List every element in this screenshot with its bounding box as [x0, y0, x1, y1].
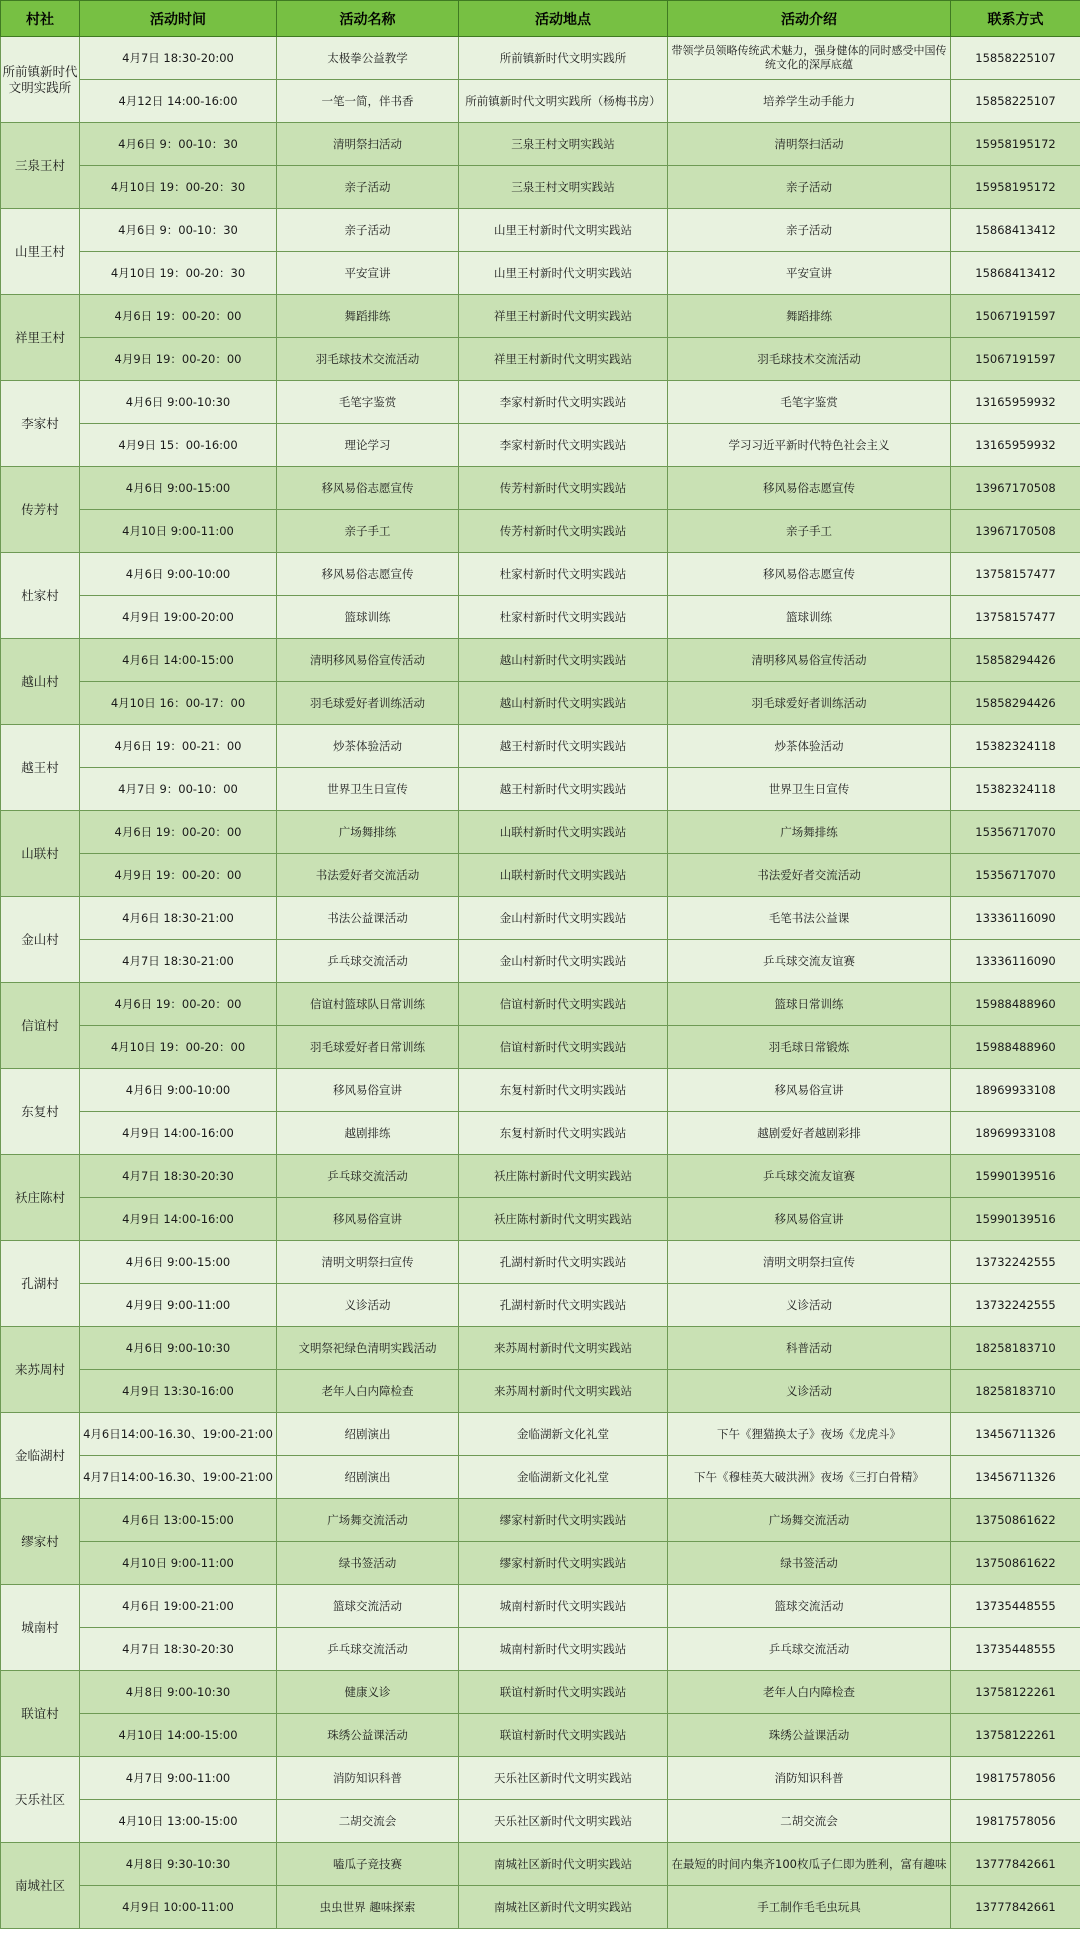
table-row [1, 1327, 1080, 1370]
time-cell: 4月7日14:00-16.30、19:00-21:00 [80, 1456, 277, 1499]
time-cell: 4月6日 19：00-20：00 [80, 811, 277, 854]
location-cell: 山里王村新时代文明实践站 [459, 209, 668, 252]
table-row [1, 639, 1080, 682]
table-row [1, 1284, 1080, 1327]
time-cell: 4月6日 14:00-15:00 [80, 639, 277, 682]
intro-cell: 消防知识科普 [668, 1757, 951, 1800]
table-row [1, 854, 1080, 897]
table-row [1, 166, 1080, 209]
header-village: 村社 [1, 1, 80, 37]
intro-cell: 清明祭扫活动 [668, 123, 951, 166]
activity-name-cell: 文明祭祀绿色清明实践活动 [277, 1327, 459, 1370]
time-cell: 4月6日 19：00-20：00 [80, 983, 277, 1026]
time-cell: 4月9日 19：00-20：00 [80, 338, 277, 381]
contact-cell: 13732242555 [951, 1241, 1080, 1284]
activity-name-cell: 平安宣讲 [277, 252, 459, 295]
village-name-cell: 山联村 [1, 811, 80, 897]
time-cell: 4月6日 9：00-10：30 [80, 209, 277, 252]
table-row [1, 510, 1080, 553]
intro-cell: 下午《狸猫换太子》夜场《龙虎斗》 [668, 1413, 951, 1456]
contact-cell: 13777842661 [951, 1886, 1080, 1929]
activity-name-cell: 二胡交流会 [277, 1800, 459, 1843]
intro-cell: 老年人白内障检查 [668, 1671, 951, 1714]
intro-cell: 越剧爱好者越剧彩排 [668, 1112, 951, 1155]
location-cell: 来苏周村新时代文明实践站 [459, 1370, 668, 1413]
activity-name-cell: 越剧排练 [277, 1112, 459, 1155]
time-cell: 4月6日 9:00-10:00 [80, 1069, 277, 1112]
activity-name-cell: 消防知识科普 [277, 1757, 459, 1800]
time-cell: 4月10日 14:00-15:00 [80, 1714, 277, 1757]
intro-cell: 亲子活动 [668, 166, 951, 209]
activity-name-cell: 亲子活动 [277, 166, 459, 209]
table-row [1, 940, 1080, 983]
table-row [1, 725, 1080, 768]
contact-cell: 13758122261 [951, 1714, 1080, 1757]
contact-cell: 13456711326 [951, 1456, 1080, 1499]
village-name-cell: 李家村 [1, 381, 80, 467]
contact-cell: 13336116090 [951, 940, 1080, 983]
location-cell: 祥里王村新时代文明实践站 [459, 295, 668, 338]
time-cell: 4月8日 9:30-10:30 [80, 1843, 277, 1886]
contact-cell: 15990139516 [951, 1155, 1080, 1198]
activity-name-cell: 信谊村篮球队日常训练 [277, 983, 459, 1026]
location-cell: 山里王村新时代文明实践站 [459, 252, 668, 295]
contact-cell: 13735448555 [951, 1585, 1080, 1628]
activity-name-cell: 乒乓球交流活动 [277, 1155, 459, 1198]
activity-name-cell: 书法爱好者交流活动 [277, 854, 459, 897]
table-row [1, 1069, 1080, 1112]
contact-cell: 13456711326 [951, 1413, 1080, 1456]
location-cell: 信谊村新时代文明实践站 [459, 1026, 668, 1069]
intro-cell: 绿书签活动 [668, 1542, 951, 1585]
header-time: 活动时间 [80, 1, 277, 37]
intro-cell: 在最短的时间内集齐100枚瓜子仁即为胜利，富有趣味 [668, 1843, 951, 1886]
table-row [1, 1198, 1080, 1241]
contact-cell: 13758122261 [951, 1671, 1080, 1714]
activity-name-cell: 一笔一简，伴书香 [277, 80, 459, 123]
location-cell: 三泉王村文明实践站 [459, 166, 668, 209]
activity-name-cell: 清明文明祭扫宣传 [277, 1241, 459, 1284]
village-name-cell: 天乐社区 [1, 1757, 80, 1843]
table-body [1, 37, 1080, 1929]
location-cell: 信谊村新时代文明实践站 [459, 983, 668, 1026]
village-name-cell: 孔湖村 [1, 1241, 80, 1327]
village-name-cell: 金山村 [1, 897, 80, 983]
contact-cell: 15356717070 [951, 811, 1080, 854]
time-cell: 4月7日 18:30-21:00 [80, 940, 277, 983]
intro-cell: 乒乓球交流友谊赛 [668, 940, 951, 983]
location-cell: 天乐社区新时代文明实践站 [459, 1800, 668, 1843]
table-row [1, 252, 1080, 295]
intro-cell: 羽毛球日常锻炼 [668, 1026, 951, 1069]
activity-name-cell: 世界卫生日宣传 [277, 768, 459, 811]
time-cell: 4月6日 9：00-10：30 [80, 123, 277, 166]
village-name-cell: 越山村 [1, 639, 80, 725]
location-cell: 东复村新时代文明实践站 [459, 1069, 668, 1112]
village-name-cell: 袄庄陈村 [1, 1155, 80, 1241]
table-row [1, 123, 1080, 166]
intro-cell: 亲子手工 [668, 510, 951, 553]
intro-cell: 带领学员领略传统武术魅力，强身健体的同时感受中国传统文化的深厚底蕴 [668, 37, 951, 80]
table-row [1, 295, 1080, 338]
intro-cell: 珠绣公益课活动 [668, 1714, 951, 1757]
contact-cell: 13336116090 [951, 897, 1080, 940]
time-cell: 4月6日 9:00-10:00 [80, 553, 277, 596]
table-row [1, 553, 1080, 596]
activity-name-cell: 乒乓球交流活动 [277, 940, 459, 983]
location-cell: 山联村新时代文明实践站 [459, 854, 668, 897]
contact-cell: 15988488960 [951, 1026, 1080, 1069]
activity-name-cell: 羽毛球爱好者训练活动 [277, 682, 459, 725]
table-row [1, 1155, 1080, 1198]
time-cell: 4月9日 13:30-16:00 [80, 1370, 277, 1413]
activity-name-cell: 清明移风易俗宣传活动 [277, 639, 459, 682]
intro-cell: 下午《穆桂英大破洪洲》夜场《三打白骨精》 [668, 1456, 951, 1499]
location-cell: 越山村新时代文明实践站 [459, 639, 668, 682]
contact-cell: 13735448555 [951, 1628, 1080, 1671]
table-row [1, 209, 1080, 252]
time-cell: 4月7日 18:30-20:30 [80, 1155, 277, 1198]
table-row [1, 1714, 1080, 1757]
table-row [1, 596, 1080, 639]
time-cell: 4月9日 19:00-20:00 [80, 596, 277, 639]
contact-cell: 13967170508 [951, 510, 1080, 553]
location-cell: 袄庄陈村新时代文明实践站 [459, 1155, 668, 1198]
time-cell: 4月6日 19：00-21：00 [80, 725, 277, 768]
village-name-cell: 城南村 [1, 1585, 80, 1671]
intro-cell: 乒乓球交流友谊赛 [668, 1155, 951, 1198]
location-cell: 越王村新时代文明实践站 [459, 725, 668, 768]
contact-cell: 15868413412 [951, 252, 1080, 295]
location-cell: 联谊村新时代文明实践站 [459, 1671, 668, 1714]
time-cell: 4月9日 9:00-11:00 [80, 1284, 277, 1327]
village-name-cell: 东复村 [1, 1069, 80, 1155]
location-cell: 所前镇新时代文明实践所（杨梅书房） [459, 80, 668, 123]
contact-cell: 15356717070 [951, 854, 1080, 897]
table-row [1, 424, 1080, 467]
table-row [1, 381, 1080, 424]
location-cell: 越王村新时代文明实践站 [459, 768, 668, 811]
time-cell: 4月10日 16：00-17：00 [80, 682, 277, 725]
table-row [1, 1671, 1080, 1714]
intro-cell: 移风易俗宣讲 [668, 1069, 951, 1112]
contact-cell: 19817578056 [951, 1757, 1080, 1800]
time-cell: 4月9日 14:00-16:00 [80, 1198, 277, 1241]
header-location: 活动地点 [459, 1, 668, 37]
contact-cell: 15990139516 [951, 1198, 1080, 1241]
table-row [1, 1499, 1080, 1542]
table-row [1, 1628, 1080, 1671]
activity-name-cell: 书法公益课活动 [277, 897, 459, 940]
contact-cell: 15958195172 [951, 166, 1080, 209]
time-cell: 4月10日 19：00-20：00 [80, 1026, 277, 1069]
activity-name-cell: 移风易俗宣讲 [277, 1069, 459, 1112]
time-cell: 4月9日 19：00-20：00 [80, 854, 277, 897]
activity-name-cell: 广场舞交流活动 [277, 1499, 459, 1542]
location-cell: 孔湖村新时代文明实践站 [459, 1284, 668, 1327]
activity-name-cell: 篮球训练 [277, 596, 459, 639]
time-cell: 4月6日 9:00-15:00 [80, 467, 277, 510]
intro-cell: 清明移风易俗宣传活动 [668, 639, 951, 682]
header-intro: 活动介绍 [668, 1, 951, 37]
activity-name-cell: 舞蹈排练 [277, 295, 459, 338]
location-cell: 金山村新时代文明实践站 [459, 897, 668, 940]
activity-name-cell: 太极拳公益教学 [277, 37, 459, 80]
contact-cell: 15868413412 [951, 209, 1080, 252]
village-name-cell: 南城社区 [1, 1843, 80, 1929]
time-cell: 4月6日 19:00-21:00 [80, 1585, 277, 1628]
activity-name-cell: 嗑瓜子竞技赛 [277, 1843, 459, 1886]
intro-cell: 科普活动 [668, 1327, 951, 1370]
location-cell: 缪家村新时代文明实践站 [459, 1499, 668, 1542]
intro-cell: 舞蹈排练 [668, 295, 951, 338]
time-cell: 4月9日 15：00-16:00 [80, 424, 277, 467]
table-row [1, 682, 1080, 725]
location-cell: 传芳村新时代文明实践站 [459, 510, 668, 553]
table-row [1, 1886, 1080, 1929]
activity-name-cell: 羽毛球技术交流活动 [277, 338, 459, 381]
intro-cell: 毛笔书法公益课 [668, 897, 951, 940]
activity-name-cell: 移风易俗志愿宣传 [277, 553, 459, 596]
intro-cell: 平安宣讲 [668, 252, 951, 295]
contact-cell: 15067191597 [951, 295, 1080, 338]
intro-cell: 二胡交流会 [668, 1800, 951, 1843]
contact-cell: 15858225107 [951, 37, 1080, 80]
time-cell: 4月10日 19：00-20：30 [80, 166, 277, 209]
location-cell: 传芳村新时代文明实践站 [459, 467, 668, 510]
location-cell: 袄庄陈村新时代文明实践站 [459, 1198, 668, 1241]
intro-cell: 广场舞排练 [668, 811, 951, 854]
contact-cell: 15382324118 [951, 768, 1080, 811]
activity-name-cell: 广场舞排练 [277, 811, 459, 854]
time-cell: 4月10日 19：00-20：30 [80, 252, 277, 295]
activity-name-cell: 义诊活动 [277, 1284, 459, 1327]
location-cell: 李家村新时代文明实践站 [459, 424, 668, 467]
contact-cell: 15858225107 [951, 80, 1080, 123]
intro-cell: 义诊活动 [668, 1370, 951, 1413]
location-cell: 祥里王村新时代文明实践站 [459, 338, 668, 381]
table-row [1, 768, 1080, 811]
contact-cell: 13750861622 [951, 1542, 1080, 1585]
contact-cell: 13165959932 [951, 381, 1080, 424]
location-cell: 杜家村新时代文明实践站 [459, 553, 668, 596]
contact-cell: 15067191597 [951, 338, 1080, 381]
contact-cell: 18969933108 [951, 1112, 1080, 1155]
time-cell: 4月10日 9:00-11:00 [80, 1542, 277, 1585]
intro-cell: 篮球训练 [668, 596, 951, 639]
table-row [1, 1585, 1080, 1628]
activity-name-cell: 亲子活动 [277, 209, 459, 252]
intro-cell: 篮球交流活动 [668, 1585, 951, 1628]
time-cell: 4月6日 19：00-20：00 [80, 295, 277, 338]
table-row [1, 467, 1080, 510]
table-row [1, 80, 1080, 123]
table-row [1, 1413, 1080, 1456]
time-cell: 4月6日 9:00-10:30 [80, 381, 277, 424]
table-row [1, 1843, 1080, 1886]
location-cell: 南城社区新时代文明实践站 [459, 1886, 668, 1929]
table-row [1, 338, 1080, 381]
time-cell: 4月6日14:00-16.30、19:00-21:00 [80, 1413, 277, 1456]
contact-cell: 15858294426 [951, 682, 1080, 725]
header-contact: 联系方式 [951, 1, 1080, 37]
table-row [1, 1800, 1080, 1843]
intro-cell: 移风易俗志愿宣传 [668, 553, 951, 596]
intro-cell: 羽毛球技术交流活动 [668, 338, 951, 381]
village-name-cell: 杜家村 [1, 553, 80, 639]
contact-cell: 13750861622 [951, 1499, 1080, 1542]
time-cell: 4月9日 14:00-16:00 [80, 1112, 277, 1155]
table-row [1, 1757, 1080, 1800]
intro-cell: 羽毛球爱好者训练活动 [668, 682, 951, 725]
village-name-cell: 金临湖村 [1, 1413, 80, 1499]
intro-cell: 移风易俗宣讲 [668, 1198, 951, 1241]
intro-cell: 移风易俗志愿宣传 [668, 467, 951, 510]
contact-cell: 13967170508 [951, 467, 1080, 510]
village-name-cell: 祥里王村 [1, 295, 80, 381]
activity-name-cell: 篮球交流活动 [277, 1585, 459, 1628]
location-cell: 山联村新时代文明实践站 [459, 811, 668, 854]
table-row [1, 1112, 1080, 1155]
time-cell: 4月6日 9:00-15:00 [80, 1241, 277, 1284]
contact-cell: 15858294426 [951, 639, 1080, 682]
activity-name-cell: 绿书签活动 [277, 1542, 459, 1585]
activity-name-cell: 炒茶体验活动 [277, 725, 459, 768]
location-cell: 金山村新时代文明实践站 [459, 940, 668, 983]
contact-cell: 18258183710 [951, 1327, 1080, 1370]
activity-name-cell: 移风易俗志愿宣传 [277, 467, 459, 510]
location-cell: 来苏周村新时代文明实践站 [459, 1327, 668, 1370]
intro-cell: 书法爱好者交流活动 [668, 854, 951, 897]
village-name-cell: 越王村 [1, 725, 80, 811]
intro-cell: 手工制作毛毛虫玩具 [668, 1886, 951, 1929]
location-cell: 联谊村新时代文明实践站 [459, 1714, 668, 1757]
location-cell: 杜家村新时代文明实践站 [459, 596, 668, 639]
location-cell: 孔湖村新时代文明实践站 [459, 1241, 668, 1284]
intro-cell: 培养学生动手能力 [668, 80, 951, 123]
location-cell: 李家村新时代文明实践站 [459, 381, 668, 424]
time-cell: 4月7日 18:30-20:00 [80, 37, 277, 80]
intro-cell: 世界卫生日宣传 [668, 768, 951, 811]
location-cell: 所前镇新时代文明实践所 [459, 37, 668, 80]
activity-name-cell: 移风易俗宣讲 [277, 1198, 459, 1241]
table-row [1, 983, 1080, 1026]
table-row [1, 1026, 1080, 1069]
contact-cell: 13165959932 [951, 424, 1080, 467]
village-name-cell: 所前镇新时代文明实践所 [1, 37, 80, 123]
activity-name-cell: 珠绣公益课活动 [277, 1714, 459, 1757]
contact-cell: 13732242555 [951, 1284, 1080, 1327]
contact-cell: 15958195172 [951, 123, 1080, 166]
intro-cell: 炒茶体验活动 [668, 725, 951, 768]
time-cell: 4月9日 10:00-11:00 [80, 1886, 277, 1929]
table-row [1, 1241, 1080, 1284]
contact-cell: 13777842661 [951, 1843, 1080, 1886]
village-name-cell: 三泉王村 [1, 123, 80, 209]
table-row [1, 1370, 1080, 1413]
intro-cell: 义诊活动 [668, 1284, 951, 1327]
location-cell: 东复村新时代文明实践站 [459, 1112, 668, 1155]
contact-cell: 15382324118 [951, 725, 1080, 768]
activity-name-cell: 亲子手工 [277, 510, 459, 553]
location-cell: 三泉王村文明实践站 [459, 123, 668, 166]
contact-cell: 19817578056 [951, 1800, 1080, 1843]
contact-cell: 15988488960 [951, 983, 1080, 1026]
intro-cell: 清明文明祭扫宣传 [668, 1241, 951, 1284]
table-row [1, 37, 1080, 80]
table-row [1, 1456, 1080, 1499]
table-row [1, 897, 1080, 940]
village-name-cell: 信谊村 [1, 983, 80, 1069]
activity-name-cell: 老年人白内障检查 [277, 1370, 459, 1413]
activity-name-cell: 羽毛球爱好者日常训练 [277, 1026, 459, 1069]
time-cell: 4月10日 9:00-11:00 [80, 510, 277, 553]
contact-cell: 18969933108 [951, 1069, 1080, 1112]
time-cell: 4月10日 13:00-15:00 [80, 1800, 277, 1843]
activity-name-cell: 绍剧演出 [277, 1413, 459, 1456]
table-row [1, 811, 1080, 854]
time-cell: 4月8日 9:00-10:30 [80, 1671, 277, 1714]
intro-cell: 毛笔字鉴赏 [668, 381, 951, 424]
location-cell: 天乐社区新时代文明实践站 [459, 1757, 668, 1800]
activity-name-cell: 健康义诊 [277, 1671, 459, 1714]
header-row [1, 1, 1080, 37]
time-cell: 4月7日 9:00-11:00 [80, 1757, 277, 1800]
intro-cell: 乒乓球交流活动 [668, 1628, 951, 1671]
location-cell: 金临湖新文化礼堂 [459, 1413, 668, 1456]
village-name-cell: 联谊村 [1, 1671, 80, 1757]
activity-name-cell: 清明祭扫活动 [277, 123, 459, 166]
location-cell: 城南村新时代文明实践站 [459, 1585, 668, 1628]
time-cell: 4月12日 14:00-16:00 [80, 80, 277, 123]
header-activity: 活动名称 [277, 1, 459, 37]
location-cell: 金临湖新文化礼堂 [459, 1456, 668, 1499]
time-cell: 4月7日 18:30-20:30 [80, 1628, 277, 1671]
contact-cell: 13758157477 [951, 596, 1080, 639]
village-name-cell: 传芳村 [1, 467, 80, 553]
time-cell: 4月6日 13:00-15:00 [80, 1499, 277, 1542]
location-cell: 城南村新时代文明实践站 [459, 1628, 668, 1671]
location-cell: 南城社区新时代文明实践站 [459, 1843, 668, 1886]
intro-cell: 篮球日常训练 [668, 983, 951, 1026]
contact-cell: 13758157477 [951, 553, 1080, 596]
intro-cell: 学习习近平新时代特色社会主义 [668, 424, 951, 467]
village-name-cell: 缪家村 [1, 1499, 80, 1585]
contact-cell: 18258183710 [951, 1370, 1080, 1413]
time-cell: 4月6日 18:30-21:00 [80, 897, 277, 940]
table-row [1, 1542, 1080, 1585]
intro-cell: 广场舞交流活动 [668, 1499, 951, 1542]
location-cell: 缪家村新时代文明实践站 [459, 1542, 668, 1585]
activity-name-cell: 理论学习 [277, 424, 459, 467]
village-name-cell: 来苏周村 [1, 1327, 80, 1413]
village-name-cell: 山里王村 [1, 209, 80, 295]
time-cell: 4月7日 9：00-10：00 [80, 768, 277, 811]
intro-cell: 亲子活动 [668, 209, 951, 252]
activity-name-cell: 绍剧演出 [277, 1456, 459, 1499]
location-cell: 越山村新时代文明实践站 [459, 682, 668, 725]
activity-name-cell: 虫虫世界 趣味探索 [277, 1886, 459, 1929]
time-cell: 4月6日 9:00-10:30 [80, 1327, 277, 1370]
activity-name-cell: 乒乓球交流活动 [277, 1628, 459, 1671]
activity-name-cell: 毛笔字鉴赏 [277, 381, 459, 424]
